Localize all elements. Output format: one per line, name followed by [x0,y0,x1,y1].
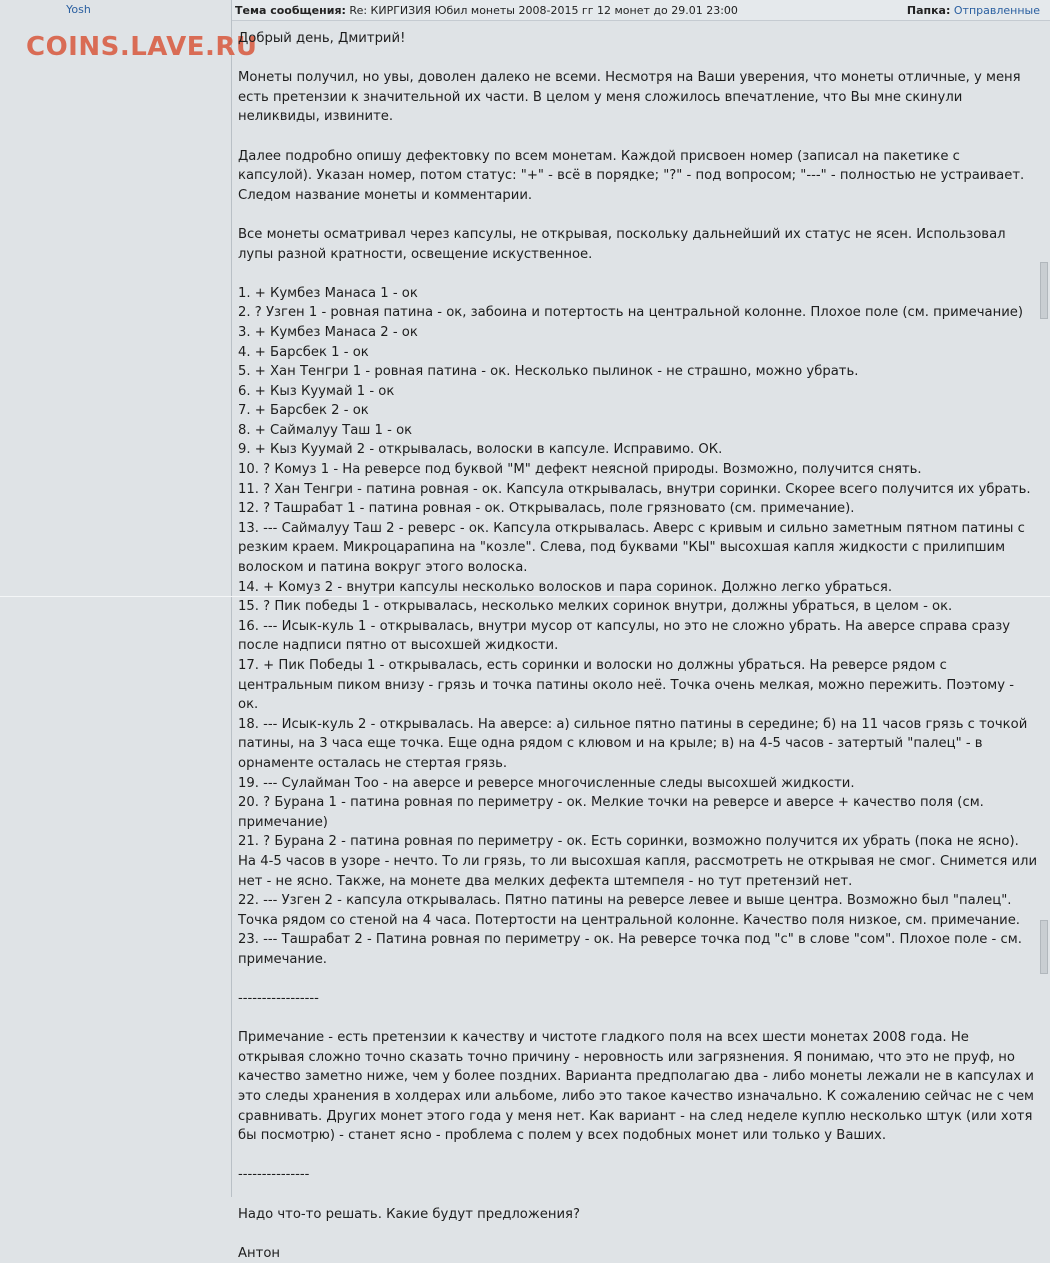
message-line: 19. --- Сулайман Тоо - на аверсе и реверсе многочисленные следы высохшей жидкости. [238,775,855,791]
watermark-logo: COINS.LAVE.RU [26,32,258,62]
folder-line [907,4,1040,17]
message-line: ----------------- [238,991,319,1007]
message-line: 10. ? Комуз 1 - На реверсе под буквой "М" дефект неясной природы. Возможно, получится снять. [238,462,922,478]
folder-label: Папка: [906,4,951,17]
message-line: 8. + Саймалуу Таш 1 - ок [238,422,413,438]
message-line: 12. ? Ташрабат 1 - патина ровная - ок. Открывалась, поле грязновато (см. примечание). [238,501,855,517]
message-line: --------------- [238,1167,310,1183]
blank-line [238,1146,1038,1166]
message-line: 5. + Хан Тенгри 1 - ровная патина - ок. Несколько пылинок - не страшно, можно убрать. [238,364,859,380]
message-line: Далее подробно опишу дефектовку по всем монетам. Каждой присвоен номер (записал на пакетике с капсулой). Указан номер, потом статус: "+" - всё в порядке; "?" - под вопросом; "---" - полностью не устраивает. Следом название монеты и комментарии. [238,148,1029,203]
message-line: 15. ? Пик победы 1 - открывалась, несколько мелких соринок внутри, должны убраться, в целом - ок. [238,599,953,615]
message-line: Добрый день, Дмитрий! [238,31,406,46]
author-column [0,0,258,1197]
blank-line [238,264,1038,284]
message-line: 18. --- Исык-куль 2 - открывалась. На аверсе: а) сильное пятно патины в середине; б) на 11 часов грязь с точкой патины, на 3 часа еще точка. Еще одна рядом с клювом и на крыле; в) на 4-5 часов - затертый "палец" - в орнаменте осталась не стертая грязь. [238,716,1032,771]
folder-link[interactable]: Отправленные [953,4,1040,17]
blank-line [238,1185,1038,1205]
message-line: Монеты получил, но увы, доволен далеко не всеми. Несмотря на Ваши уверения, что монеты отличные, у меня есть претензии к значительной их части. В целом у меня сложилось впечатление, что Вы мне скинули неликвиды, извините. [238,70,1025,125]
message-line: Все монеты осматривал через капсулы, не открывая, поскольку дальнейший их статус не ясен. Использовал лупы разной кратности, освещение искуственное. [238,226,1010,262]
message-line: Антон [238,1245,281,1261]
message-line: 21. ? Бурана 2 - патина ровная по периметру - ок. Есть соринки, возможно получится их убрать (пока не ясно). На 4-5 часов в узоре - нечто. То ли грязь, то ли высохшая капля, рассмотреть не открывая не смог. Снимется или нет - не ясно. Также, на монете два мелких дефекта штемпеля - но тут претензий нет. [238,834,1042,889]
message-line: 7. + Барсбек 2 - ок [238,403,369,419]
subject-label: Тема сообщения: [235,4,346,17]
message-line: 3. + Кумбез Манаса 2 - ок [238,324,418,340]
blank-line [238,1009,1038,1029]
message-line: Надо что-то решать. Какие будут предложения? [238,1206,580,1222]
message-line: 4. + Барсбек 1 - ок [238,344,369,360]
message-line: 23. --- Ташрабат 2 - Патина ровная по периметру - ок. На реверсе точка под "с" в слове "сом". Плохое поле - см. примечание. [238,932,1027,967]
message-line: 2. ? Узген 1 - ровная патина - ок, забоина и потертость на центральной колонне. Плохое поле (см. примечание) [238,305,1024,321]
scrollbar-thumb[interactable] [1040,920,1048,974]
scrollbar-thumb[interactable] [1040,262,1048,319]
message-line: 20. ? Бурана 1 - патина ровная по периметру - ок. Мелкие точки на реверсе и аверсе + качество поля (см. примечание) [238,795,989,830]
screenshot-seam [0,596,1050,597]
message-line: 6. + Кыз Куумай 1 - ок [238,383,395,399]
message-line: 13. --- Саймалуу Таш 2 - реверс - ок. Капсула открывалась. Аверс с кривым и сильно заметным пятном патины с резким краем. Микроцарапина на "козле". Слева, под буквами "КЫ" высохшая капля жидкости с прилипшим волоском и патина вокруг этого волоска. [238,520,1030,576]
blank-line [238,49,1038,69]
message-line: 17. + Пик Победы 1 - открывалась, есть соринки и волоски но должны убраться. На реверсе рядом с центральным пиком внизу - грязь и точка патины около неё. Точка очень мелкая, можно пережить. Поэтому - ок. [238,658,1019,713]
subject-line [235,4,738,17]
message-line: Примечание - есть претензии к качеству и чистоте гладкого поля на всех шести монетах 2008 года. Не открывая сложно точно сказать точно причину - неровность или загрязнения. Я понимаю, что это не пруф, но качество заметно ниже, чем у более поздних. Варианта предполагаю два - либо монеты лежали не в капсулах и это следы хранения в холдерах или альбоме, либо это такое качество изначально. К сожалению сейчас не с чем сравнивать. Других монет этого года у меня нет. Как вариант - на след неделе куплю несколько штук (или хотя бы посмотрю) - станет ясно - проблема с полем у всех подобных монет или только у Ваших. [238,1030,1039,1144]
message-body [238,29,1042,1263]
blank-line [238,127,1038,147]
blank-line [238,970,1038,990]
message-line: 14. + Комуз 2 - внутри капсулы несколько волосков и пара соринок. Должно легко убраться. [238,579,893,595]
blank-line [238,1224,1038,1244]
subject-text: Re: КИРГИЗИЯ Юбил монеты 2008-2015 гг 12 монет до 29.01 23:00 [349,4,738,17]
author-name[interactable]: Yosh [66,3,91,16]
message-line: 9. + Кыз Куумай 2 - открывалась, волоски в капсуле. Исправимо. ОК. [238,442,723,458]
message-line: 16. --- Исык-куль 1 - открывалась, внутри мусор от капсулы, но это не сложно убрать. На аверсе справа сразу после надписи пятно от высохшей жидкости. [238,618,1015,654]
message-line: 11. ? Хан Тенгри - патина ровная - ок. Капсула открывалась, внутри соринки. Скорее всего получится их убрать. [238,481,1031,497]
message-line: 1. + Кумбез Манаса 1 - ок [238,285,418,301]
blank-line [238,205,1038,225]
message-header [232,0,1050,21]
message-line: 22. --- Узген 2 - капсула открывалась. Пятно патины на реверсе левее и выше центра. Возможно был "палец". Точка рядом со стеной на 4 часа. Потертости на центральной колонне. Качество поля низкое, см. примечание. [238,893,1020,928]
